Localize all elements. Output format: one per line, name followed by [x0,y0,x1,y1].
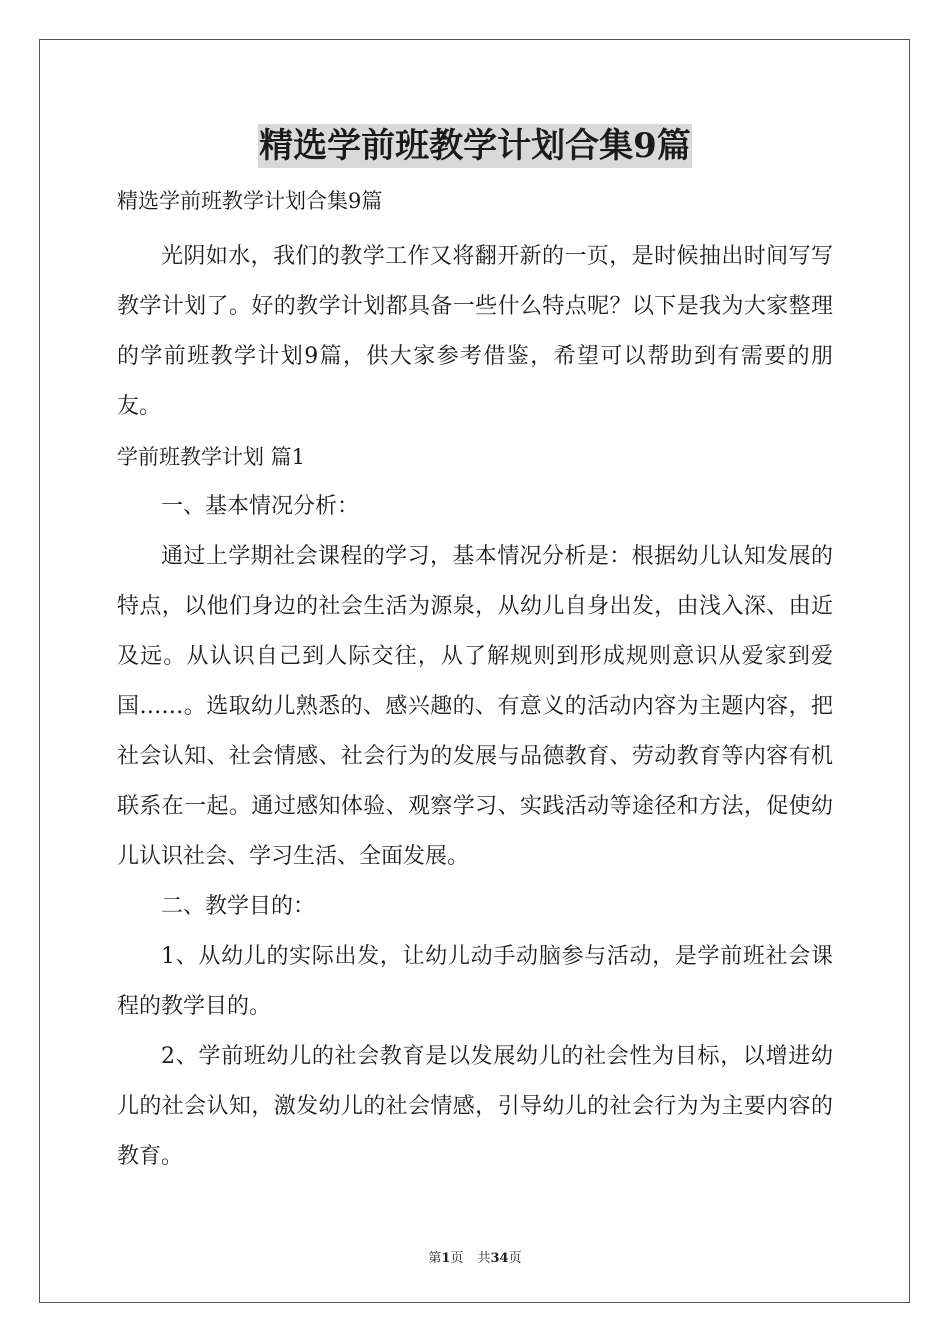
page-prefix: 第 [428,1251,442,1266]
teaching-purpose-item-1: 1、从幼儿的实际出发，让幼儿动手动脑参与活动，是学前班社会课程的教学目的。 [117,944,833,1019]
document-subtitle: 精选学前班教学计划合集9篇 [117,189,383,213]
total-suffix: 页 [508,1251,522,1266]
heading-basic-analysis: 一、基本情况分析： [161,494,360,519]
document-title: 精选学前班教学计划合集9篇 [259,126,691,166]
heading-teaching-purpose: 二、教学目的： [161,894,316,919]
teaching-purpose-item-2: 2、学前班幼儿的社会教育是以发展幼儿的社会性为目标，以增进幼儿的社会认知，激发幼儿的社会情感，引导幼儿的社会行为为主要内容的教育。 [117,1044,833,1169]
page-number: 1 [441,1251,451,1266]
page-suffix: 页 [450,1251,464,1266]
section-title: 学前班教学计划 篇1 [117,445,306,469]
document-body [117,184,833,1182]
title-container [0,124,950,168]
total-prefix: 共 [477,1251,491,1266]
basic-analysis-paragraph: 通过上学期社会课程的学习，基本情况分析是：根据幼儿认知发展的特点，以他们身边的社会生活为源泉，从幼儿自身出发，由浅入深、由近及远。从认识自己到人际交往，从了解规则到形成规则意识从爱家到爱国……。选取幼儿熟悉的、感兴趣的、有意义的活动内容为主题内容，把社会认知、社会情感、社会行为的发展与品德教育、劳动教育等内容有机联系在一起。通过感知体验、观察学习、实践活动等途径和方法，促使幼儿认识社会、学习生活、全面发展。 [117,544,833,869]
total-pages: 34 [490,1251,509,1266]
intro-paragraph: 光阴如水，我们的教学工作又将翻开新的一页，是时候抽出时间写写教学计划了。好的教学计划都具备一些什么特点呢？以下是我为大家整理的学前班教学计划9篇，供大家参考借鉴，希望可以帮助到有需要的朋友。 [117,244,833,419]
page-footer [0,1247,950,1266]
